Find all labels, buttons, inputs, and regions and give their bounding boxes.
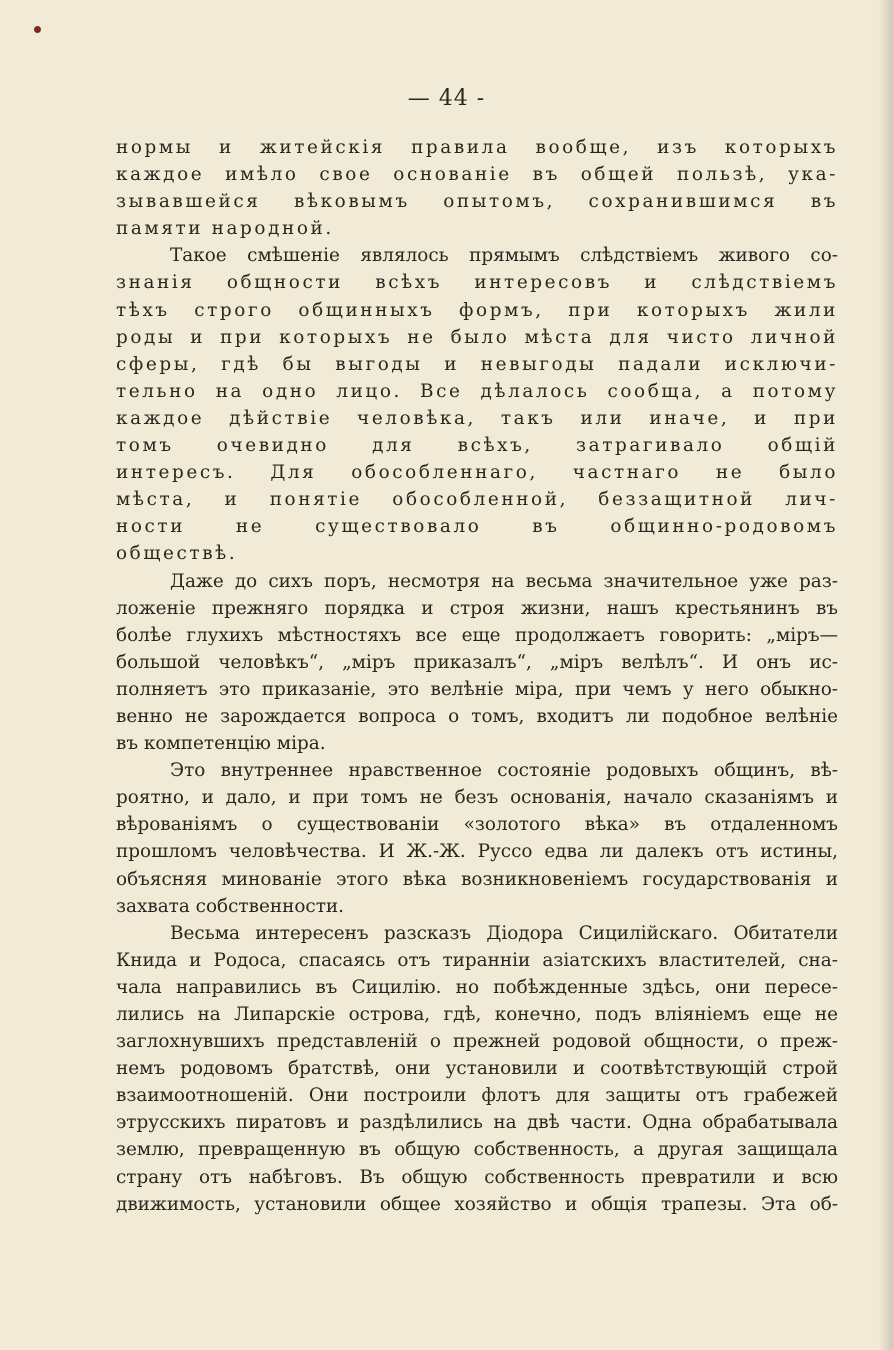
text-line: роды и при которыхъ не было мѣста для чисто личной — [116, 326, 838, 348]
text-line: взаимоотношеній. Они построили флотъ для защиты отъ грабежей — [116, 1085, 838, 1107]
text-line: мѣста, и понятіе обособленной, беззащитной лич- — [116, 489, 838, 511]
text-line: ности не существовало въ общинно-родовомъ — [116, 516, 838, 538]
text-line: этрусскихъ пиратовъ и раздѣлились на двѣ части. Одна обрабатывала — [116, 1112, 838, 1134]
text-line: чала направились въ Сицилію. но побѣжденные здѣсь, они пересе- — [116, 976, 838, 998]
text-line: роятно, и дало, и при томъ не безъ основанія, начало сказаніямъ и — [116, 787, 838, 809]
text-line: сферы, гдѣ бы выгоды и невыгоды падали исключи- — [116, 353, 838, 375]
body-text — [116, 134, 838, 1218]
text-line: движимость, установили общее хозяйство и общія трапезы. Эта об- — [116, 1193, 838, 1215]
text-line: томъ очевидно для всѣхъ, затрагивало общій — [116, 435, 838, 457]
text-line: памяти народной. — [116, 218, 334, 240]
text-line: полняетъ это приказаніе, это велѣніе міра, при чемъ у него обыкно- — [116, 678, 838, 700]
text-line: немъ родовомъ братствѣ, они установили и соотвѣтствующій строй — [116, 1058, 838, 1080]
text-line: Весьма интересенъ разсказъ Діодора Сицилійскаго. Обитатели — [170, 922, 838, 944]
text-line: тѣхъ строго общинныхъ формъ, при которыхъ жили — [116, 299, 838, 321]
text-line: венно не зарождается вопроса о томъ, входитъ ли подобное велѣніе — [116, 705, 838, 727]
text-line: Такое смѣшеніе являлось прямымъ слѣдствіемъ живого со- — [170, 245, 838, 267]
text-line: заглохнувшихъ представленій о прежней родовой общности, о преж- — [116, 1031, 838, 1053]
text-line: знанія общности всѣхъ интересовъ и слѣдствіемъ — [116, 272, 838, 294]
text-line: нормы и житейскія правила вообще, изъ которыхъ — [116, 137, 838, 158]
text-line: каждое дѣйствіе человѣка, такъ или иначе, и при — [116, 407, 838, 429]
text-line: Книда и Родоса, спасаясь отъ тиранніи азіатскихъ властителей, сна- — [116, 949, 838, 971]
text-line: въ компетенцію міра. — [116, 733, 326, 755]
text-line: интересъ. Для обособленнаго, частнаго не было — [116, 462, 838, 484]
text-line: зывавшейся вѣковымъ опытомъ, сохранившимся въ — [116, 191, 838, 213]
text-line: страну отъ набѣговъ. Въ общую собственность превратили и всю — [116, 1166, 838, 1188]
page-number: — 44 - — [407, 86, 486, 111]
text-line: вѣрованіямъ о существованіи «золотого вѣка» въ отдаленномъ — [116, 814, 838, 836]
page-edge-shadow — [879, 0, 893, 1350]
text-line: болѣе глухихъ мѣстностяхъ все еще продолжаетъ говорить: „міръ— — [116, 624, 838, 646]
text-line: лились на Липарскіе острова, гдѣ, конечно, подъ вліяніемъ еще не — [116, 1004, 838, 1025]
text-line: объясняя минованіе этого вѣка возникновеніемъ государствованія и — [116, 868, 838, 890]
ink-dot-mark — [34, 26, 41, 33]
text-line: обществѣ. — [116, 543, 238, 565]
text-line: ложеніе прежняго порядка и строя жизни, нашъ крестьянинъ въ — [116, 597, 838, 619]
text-line: тельно на одно лицо. Все дѣлалось сообща, а потому — [116, 380, 838, 402]
text-line: землю, превращенную въ общую собственность, а другая защищала — [116, 1139, 838, 1161]
text-line: большой человѣкъ“, „міръ приказалъ“, „міръ велѣлъ“. И онъ ис- — [116, 651, 838, 673]
text-line: прошломъ человѣчества. И Ж.-Ж. Руссо едва ли далекъ отъ истины, — [116, 841, 838, 863]
text-line: захвата собственности. — [116, 895, 344, 917]
text-line: Это внутреннее нравственное состояніе родовыхъ общинъ, вѣ- — [170, 760, 838, 782]
text-line: каждое имѣло свое основаніе въ общей пользѣ, ука- — [116, 164, 838, 186]
text-line: Даже до сихъ поръ, несмотря на весьма значительное уже раз- — [170, 570, 838, 592]
